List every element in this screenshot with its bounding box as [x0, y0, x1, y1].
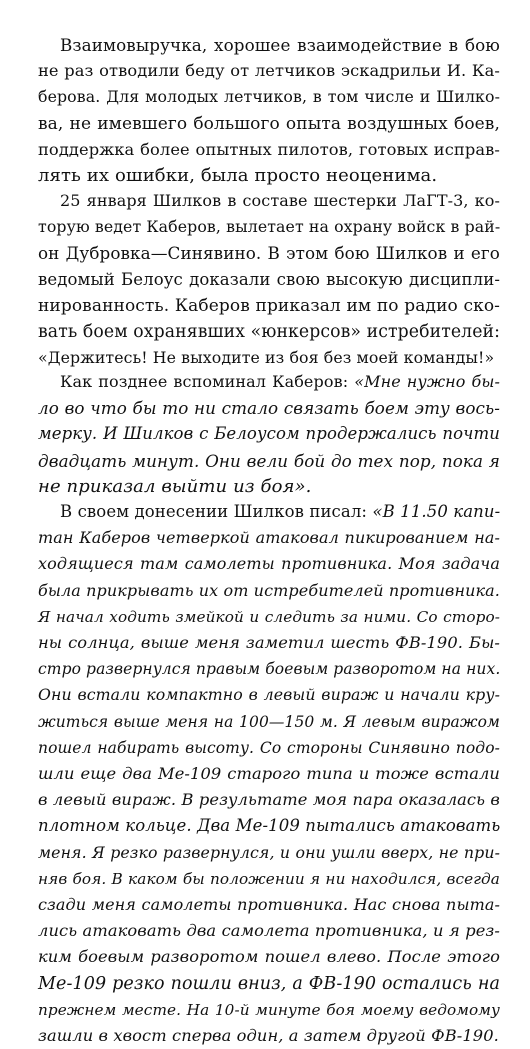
italic-text-run: не приказал выйти из боя». — [38, 475, 312, 497]
text-run: Взаимовыручка, хорошее взаимодействие в бою — [60, 35, 500, 55]
italic-text-run: двадцать минут. Они вели бой до тех пор, пока я — [38, 450, 500, 471]
text-run: Как позднее вспоминал Каберов: — [60, 372, 355, 391]
italic-text-run: стро развернулся правым боевым разворотом на них. — [38, 660, 501, 679]
paragraph-january-25 — [38, 188, 500, 371]
italic-text-run: ким боевым разворотом пошел влево. После этого — [38, 947, 500, 967]
text-line — [38, 525, 500, 551]
text-run: лять их ошибки, была просто неоценима. — [38, 165, 438, 187]
text-line — [38, 918, 500, 944]
text-line — [38, 787, 500, 813]
italic-text-run: ходящиеся там самолеты противника. Моя задача — [38, 554, 500, 574]
italic-text-run: сзади меня самолеты противника. Нас снова пыта- — [38, 895, 500, 915]
text-line — [38, 188, 500, 214]
text-line — [38, 735, 500, 761]
text-line — [38, 448, 500, 474]
text-run: 25 января Шилков в составе шестерки ЛаГТ-3, ко- — [60, 191, 500, 210]
text-line — [38, 551, 500, 577]
text-line — [38, 971, 500, 997]
italic-text-run: прежнем месте. На 10-й минуте боя моему ведомому — [38, 1000, 500, 1019]
text-run: вать боем охранявших «юнкерсов» истребителей: — [38, 322, 501, 343]
text-line — [38, 630, 500, 656]
italic-text-run: Ме-109 резко пошли вниз, а ФВ-190 остались на — [38, 973, 500, 994]
text-line — [38, 421, 500, 447]
text-line — [38, 604, 500, 630]
text-line — [38, 840, 500, 866]
italic-text-run: пошел набирать высоту. Со стороны Синявино подо- — [38, 738, 500, 757]
text-line — [38, 682, 500, 708]
text-line — [38, 293, 500, 319]
italic-text-run: тан Каберов четверкой атаковал пикированием на- — [38, 528, 500, 548]
text-line — [38, 944, 500, 970]
text-line — [38, 656, 500, 682]
text-run: поддержка более опытных пилотов, готовых исправ- — [38, 139, 500, 159]
italic-text-run: мерку. И Шилков с Белоусом продержались почти — [38, 424, 500, 444]
text-run: он Дубровка—Синявино. В этом бою Шилков и его — [38, 243, 500, 264]
text-run: ва, не имевшего большого опыта воздушных боев, — [38, 113, 500, 134]
paragraph-shilkov-report — [38, 499, 500, 1049]
text-run: не раз отводили беду от летчиков эскадрильи И. Ка- — [38, 61, 500, 81]
text-line — [38, 474, 500, 500]
italic-text-run: зашли в хвост сперва один, а затем другой ФВ-190. — [38, 1026, 499, 1046]
text-run: В своем донесении Шилков писал: — [60, 502, 373, 521]
italic-text-run: «Мне нужно бы- — [354, 372, 500, 391]
text-line — [38, 761, 500, 787]
text-run: берова. Для молодых летчиков, в том числе и Шилко- — [38, 87, 500, 107]
italic-text-run: няв боя. В каком бы положении я ни находился, всегда — [38, 869, 500, 888]
text-run: ведомый Белоус доказали свою высокую дисципли- — [38, 269, 500, 289]
italic-text-run: в левый вираж. В результате моя пара оказалась в — [38, 790, 500, 810]
text-line — [38, 813, 500, 839]
text-line — [38, 137, 500, 163]
italic-text-run: Они встали компактно в левый вираж и начали кру- — [38, 685, 500, 705]
text-line — [38, 345, 500, 371]
italic-text-run: шли еще два Ме-109 старого типа и тоже встали — [38, 764, 500, 784]
text-line — [38, 214, 500, 240]
text-line — [38, 369, 500, 395]
italic-text-run: меня. Я резко развернулся, и они ушли вверх, не при- — [38, 842, 500, 862]
text-line — [38, 709, 500, 735]
italic-text-run: житься выше меня на 100—150 м. Я левым виражом — [38, 712, 500, 731]
text-line — [38, 84, 500, 110]
text-line — [38, 997, 500, 1023]
italic-text-run: лись атаковать два самолета противника, и я рез- — [38, 921, 500, 941]
text-run: торую ведет Каберов, вылетает на охрану войск в рай- — [38, 217, 501, 237]
text-line — [38, 163, 500, 189]
text-run: «Держитесь! Не выходите из боя без моей команды!» — [38, 348, 495, 368]
paragraph-mutual-help — [38, 32, 500, 189]
italic-text-run: плотном кольце. Два Ме-109 пытались атаковать — [38, 816, 501, 836]
text-line — [38, 395, 500, 421]
text-run: нированность. Каберов приказал им по радио ско- — [38, 295, 500, 316]
text-line — [38, 892, 500, 918]
text-line — [38, 58, 500, 84]
text-line — [38, 1023, 500, 1049]
text-line — [38, 111, 500, 137]
italic-text-run: ны солнца, выше меня заметил шесть ФВ-190. Бы- — [38, 633, 500, 653]
text-line — [38, 499, 500, 525]
text-line — [38, 240, 500, 266]
text-line — [38, 866, 500, 892]
text-line — [38, 32, 500, 58]
italic-text-run: была прикрывать их от истребителей противника. — [38, 580, 500, 600]
italic-text-run: «В 11.50 капи- — [372, 502, 501, 521]
italic-text-run: Я начал ходить змейкой и следить за ними. Со сторо- — [38, 607, 500, 626]
paragraph-kaberov-recollection — [38, 369, 500, 500]
text-line — [38, 578, 500, 604]
italic-text-run: ло во что бы то ни стало связать боем эту вось- — [38, 398, 500, 419]
text-line — [38, 267, 500, 293]
text-line — [38, 319, 500, 345]
